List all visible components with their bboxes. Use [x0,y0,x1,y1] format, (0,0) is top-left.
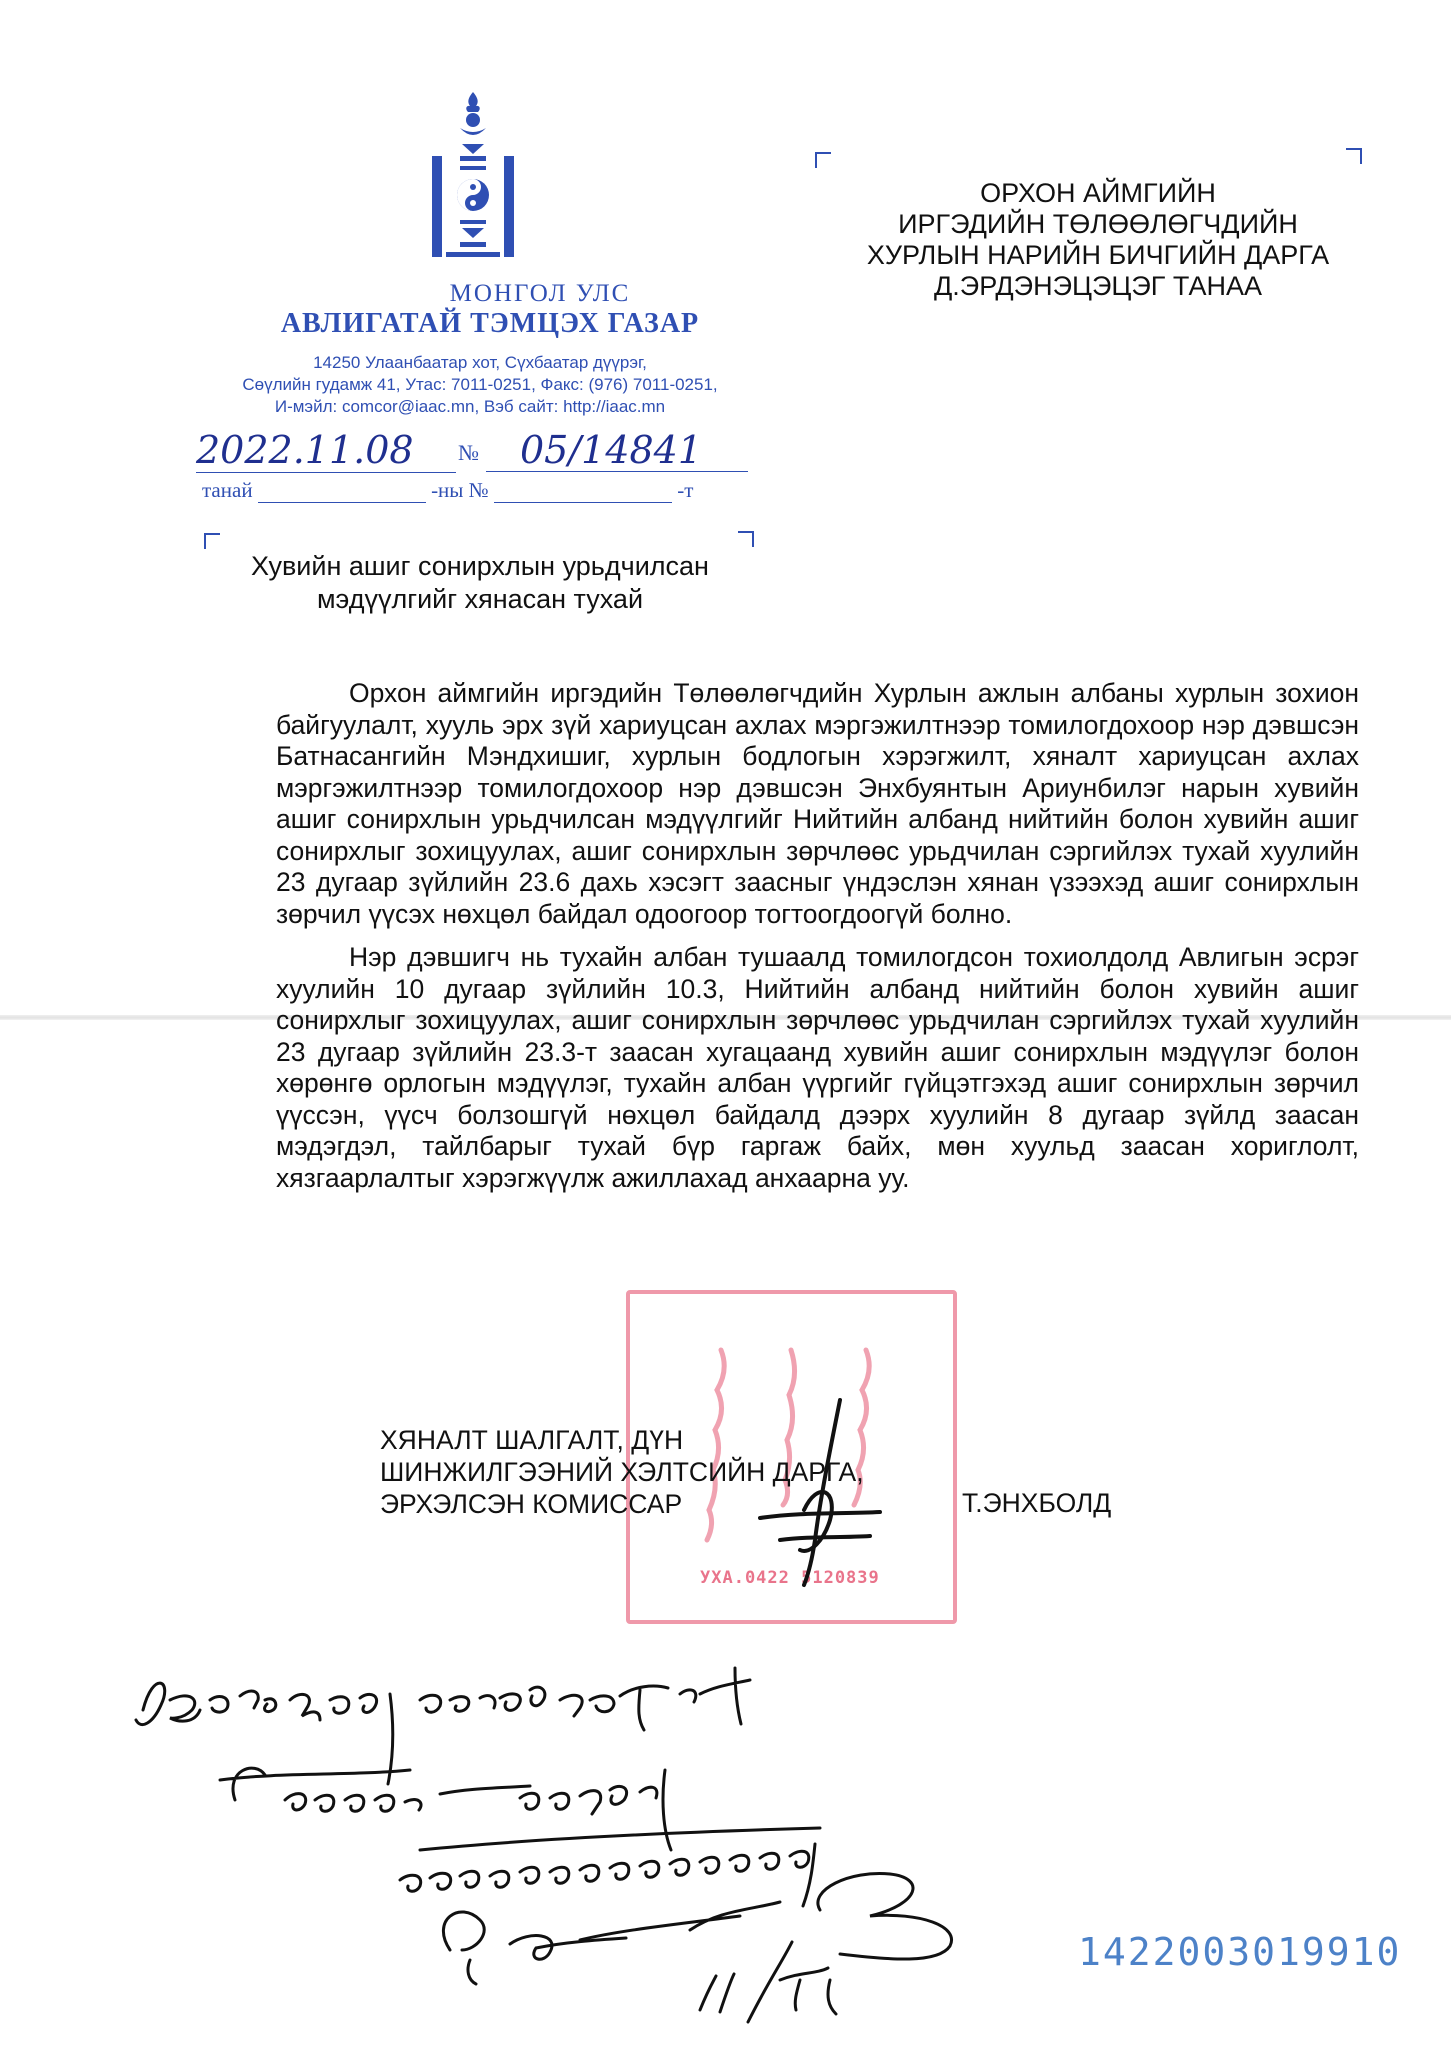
subject-line: мэдүүлгийг хянасан тухай [316,584,644,614]
signatory-title-line: ШИНЖИЛГЭЭНИЙ ХЭЛТСИЙН ДАРГА, [380,1457,864,1487]
signatory-title-line: ЭРХЭЛСЭН КОМИССАР [380,1489,683,1519]
addressee-line: ИРГЭДИЙН ТӨЛӨӨЛӨГЧДИЙН [898,209,1298,239]
registration-date: 2022.11.08 [196,430,456,473]
body-paragraph: Нэр дэвшигч нь тухайн албан тушаалд томилогдсон тохиолдолд Авлигын эсрэг хуулийн 10 дугаар зүйлийн 10.3, Нийтийн албанд нийтийн болон хувийн ашиг сонирхлыг зохицуулах, ашиг сонирхлын зөрчлөөс урьдчилан сэргийлэх тухай хуулийн 23 дугаар зүйлийн 23.3-т заасан хугацаанд хувийн ашиг сонирхлын мэдүүлэг болон хөрөнгө орлогын мэдүүлэг, тухайн албан үүргийг гүйцэтгэхэд ашиг сонирхлын зөрчил үүссэн, үүсч болзошгүй нөхцөл байдалд дээрх хуулийн 8 дугаар зүйлд заасан мэдэгдэл, тайлбарыг тухай бүр гаргаж байх, мөн хуульд заасан хориглолт, хязгаарлалтыг хэрэгжүүлж ажиллахад анхаарна уу. [276,942,1359,1193]
reply-prefix: танай [202,478,253,502]
reply-suffix: -т [677,478,694,502]
issuer-country: МОНГОЛ УЛС [449,280,631,307]
registration-number-label: № [458,440,479,465]
issuer-web-line: И-мэйл: comcor@iaac.mn, Вэб сайт: http://iaac.mn [274,397,666,416]
signatory-name: Т.ЭНХБОЛД [962,1488,1112,1518]
subject-line: Хувийн ашиг сонирхлын урьдчилсан [251,551,709,581]
stamp-code: УХА.0422 5120839 [700,1568,880,1588]
addressee-line: ОРХОН АЙМГИЙН [980,178,1216,208]
registration-number: 05/14841 [486,430,748,472]
signatory-title-line: ХЯНАЛТ ШАЛГАЛТ, ДҮН [380,1425,684,1455]
body-paragraph: Орхон аймгийн иргэдийн Төлөөлөгчдийн Хурлын ажлын албаны хурлын зохион байгуулалт, хууль эрх зүй хариуцсан ахлах мэргэжилтнээр томилогдохоор нэр дэвшсэн Батнасангийн Мэндхишиг, хурлын бодлогын хэрэгжилт, хяналт хариуцсан ахлах мэргэжилтнээр томилогдохоор нэр дэвшсэн Энхбуянтын Ариунбилэг нарын хувийн ашиг сонирхлын урьдчилсан мэдүүлгийг Нийтийн албанд нийтийн болон хувийн ашиг сонирхлыг зохицуулах, ашиг сонирхлын зөрчлөөс урьдчилан сэргийлэх тухай хуулийн 23 дугаар зүйлийн 23.6 дахь хэсэгт заасныг үндэслэн хянан үзээхэд ашиг сонирхлын зөрчил үүсэх нөхцөл байдал одоогоор тогтоогдоогүй болно. [276,678,1359,929]
document-tracking-number: 1422003019910 [1078,1930,1402,1974]
issuer-contact-line: Сөүлийн гудамж 41, Утас: 7011-0251, Факс: (976) 7011-0251, [242,375,718,394]
addressee-name: Д.ЭРДЭНЭЦЭЦЭГ ТАНАА [934,271,1262,301]
addressee-line: ХУРЛЫН НАРИЙН БИЧГИЙН ДАРГА [866,240,1330,270]
issuer-address-line: 14250 Улаанбаатар хот, Сүхбаатар дүүрэг, [313,353,647,372]
issuer-agency-name: АВЛИГАТАЙ ТЭМЦЭХ ГАЗАР [280,308,700,339]
reply-mid: -ны № [431,478,489,502]
